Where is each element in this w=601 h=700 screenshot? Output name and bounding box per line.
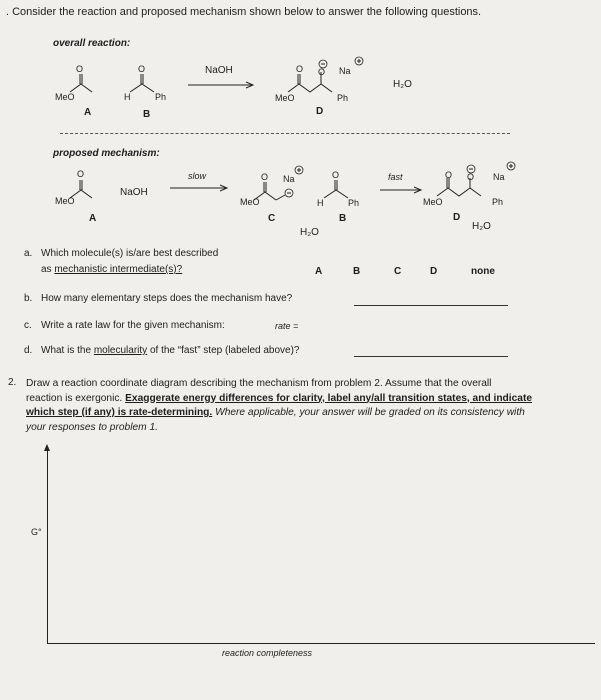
meo-label: MeO [55,92,75,102]
oxygen-label: O [138,64,146,74]
rate-label: rate = [275,321,299,331]
q2-number: 2. [8,377,17,388]
label-d: D [316,106,324,117]
ph-label: Ph [492,197,504,207]
q1a-number: a. [24,248,33,259]
slow-label: slow [188,171,207,181]
q1a-text-line1: Which molecule(s) is/are best described [41,248,219,259]
slow-step-arrow [170,184,228,192]
molecule-b-structure [318,168,368,208]
water-reagent: H₂O [300,227,319,238]
label-a: A [89,213,97,224]
label-b: B [143,109,151,120]
oxygen-label: O [76,64,84,74]
choice-d[interactable]: D [430,266,438,277]
choice-none[interactable]: none [471,266,495,277]
q2-instructions: Draw a reaction coordinate diagram describing the mechanism from problem 2. Assume that the overall reaction is exergonic. Exaggerate energy differences for clarity, label any/all transition states, and indicate which step (if any) is rate-determining. Where applicable, your answer will be graded on its consistency with your responses to problem 1. [26,378,532,433]
ph-label: Ph [337,93,349,103]
fast-step-arrow [380,186,425,194]
choice-c[interactable]: C [394,266,402,277]
intro-text: . Consider the reaction and proposed mechanism shown below to answer the following questions. [6,6,482,18]
q1d-answer-line[interactable] [354,356,508,357]
q1d-text: What is the molecularity of the “fast” step (labeled above)? [41,345,300,356]
oxygen-label: O [318,67,326,77]
fast-label: fast [388,172,403,182]
meo-label: MeO [423,197,443,207]
x-axis [47,643,595,644]
q1b-text: How many elementary steps does the mechanism have? [41,293,293,304]
label-d: D [453,212,461,223]
sodium-label: Na [493,172,505,182]
oxygen-label: O [296,64,304,74]
q1c-text: Write a rate law for the given mechanism: [41,320,225,331]
meo-label: MeO [275,93,295,103]
label-b: B [339,213,347,224]
water-product: H₂O [472,221,491,232]
section-divider [60,133,510,134]
meo-label: MeO [240,197,260,207]
mechanism-heading: proposed mechanism: [53,148,160,159]
q1b-number: b. [24,293,33,304]
q1d-number: d. [24,345,33,356]
label-c: C [268,213,276,224]
h-label: H [317,198,324,208]
water-product: H₂O [393,79,412,90]
meo-label: MeO [55,196,75,206]
ph-label: Ph [155,92,167,102]
label-a: A [84,107,92,118]
y-axis-label: G° [31,527,42,537]
overall-heading: overall reaction: [53,38,131,49]
oxygen-label: O [261,172,269,182]
oxygen-label: O [77,169,85,179]
x-axis-label: reaction completeness [222,648,313,658]
sodium-label: Na [339,66,351,76]
naoh-reagent: NaOH [205,65,233,76]
y-axis [47,450,48,644]
q1c-number: c. [24,320,32,331]
naoh-reagent: NaOH [120,187,148,198]
reaction-arrow [188,81,258,89]
oxygen-label: O [467,172,475,182]
ph-label: Ph [348,198,360,208]
oxygen-label: O [332,170,340,180]
choice-a[interactable]: A [315,266,323,277]
oxygen-label: O [445,170,453,180]
molecule-b-structure [125,62,175,102]
sodium-label: Na [283,174,295,184]
h-label: H [124,92,131,102]
q1b-answer-line[interactable] [354,305,508,306]
q1a-text-line2: as mechanistic intermediate(s)? [41,264,183,275]
choice-b[interactable]: B [353,266,361,277]
